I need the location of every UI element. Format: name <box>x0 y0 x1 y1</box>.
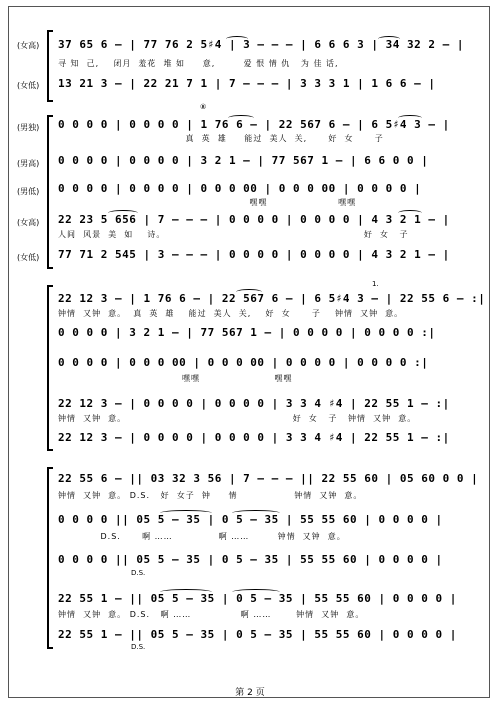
part-label: (女高) <box>17 218 40 227</box>
notation-line: 0 0 0 0 || 05 5 – 35 | 0 5 – 35 | 55 55 60 | 0 0 0 0 | <box>58 553 443 566</box>
slur <box>236 289 262 295</box>
lyrics-line: 真 英 雄 能过 美人 关, 好 女 子 <box>58 134 384 143</box>
slur <box>228 115 254 121</box>
notation-line: 22 55 1 – || 05 5 – 35 | 0 5 – 35 | 55 55 60 | 0 0 0 0 | <box>58 628 457 641</box>
part-label: (女低) <box>17 253 40 262</box>
slur <box>226 36 248 42</box>
system-3-brace <box>47 285 53 451</box>
slur <box>232 589 280 595</box>
notation-line: 37 65 6 – | 77 76 2 5♯4 | 3 – – – | 6 6 6 3 | 34 32 2 – | <box>58 38 464 51</box>
ds-marker: D.S. <box>131 569 146 577</box>
system-1-brace <box>47 30 53 102</box>
rehearsal-marker: ⑧ <box>200 103 207 111</box>
part-label: (男独) <box>17 123 40 132</box>
lyrics-line: D.S. 啊 …… 啊 …… 钟情 又钟 意。 <box>58 532 346 541</box>
system-4-brace <box>47 467 53 649</box>
notation-line: 22 12 3 – | 0 0 0 0 | 0 0 0 0 | 3 3 4 ♯4 | 22 55 1 – :| <box>58 431 450 444</box>
lyrics-line: 寻 知 己, 闭月 羞花 堆 如 意, 爱 恨 情 仇 为 佳 话, <box>58 59 339 68</box>
part-label: (女高) <box>17 41 40 50</box>
notation-line: 0 0 0 0 | 0 0 0 0 | 0 0 0 00 | 0 0 0 00 | 0 0 0 0 | <box>58 182 422 195</box>
slur <box>108 210 138 216</box>
lyrics-line: 嘿嘿 嘿嘿 <box>58 198 357 207</box>
notation-line: 0 0 0 0 | 3 2 1 – | 77 567 1 – | 0 0 0 0 | 0 0 0 0 :| <box>58 326 436 339</box>
ds-marker: D.S. <box>131 643 146 651</box>
slur <box>160 589 212 595</box>
notation-line: 77 71 2 545 | 3 – – – | 0 0 0 0 | 0 0 0 0 | 4 3 2 1 – | <box>58 248 450 261</box>
part-label: (女低) <box>17 81 40 90</box>
lyrics-line: 钟情 又钟 意。 真 英 雄 能过 美人 关, 好 女 子 钟情 又钟 意。 <box>58 309 404 318</box>
notation-line: 22 23 5 656 | 7 – – – | 0 0 0 0 | 0 0 0 0 | 4 3 2 1 – | <box>58 213 450 226</box>
notation-line: 22 12 3 – | 0 0 0 0 | 0 0 0 0 | 3 3 4 ♯4 | 22 55 1 – :| <box>58 397 450 410</box>
lyrics-line: 嘿嘿 嘿嘿 <box>58 374 293 383</box>
notation-line: 22 55 6 – || 03 32 3 56 | 7 – – – || 22 55 60 | 05 60 0 0 | <box>58 472 479 485</box>
slur <box>160 510 212 516</box>
lyrics-line: 人间 风景 美 如 诗。 好 女 子 <box>58 230 409 239</box>
notation-line: 13 21 3 – | 22 21 7 1 | 7 – – – | 3 3 3 1 | 1 6 6 – | <box>58 77 436 90</box>
notation-line: 0 0 0 0 || 05 5 – 35 | 0 5 – 35 | 55 55 60 | 0 0 0 0 | <box>58 513 443 526</box>
part-label: (男低) <box>17 187 40 196</box>
page-number: 第 2 页 <box>235 688 265 698</box>
slur <box>378 36 400 42</box>
notation-line: 0 0 0 0 | 0 0 0 0 | 1 76 6 – | 22 567 6 – | 6 5♯4 3 – | <box>58 118 450 131</box>
part-label: (男高) <box>17 159 40 168</box>
slur <box>398 115 422 121</box>
lyrics-line: 钟情 又钟 意。 D.S. 好 女子 钟 情 钟情 又钟 意。 <box>58 491 363 500</box>
notation-line: 0 0 0 0 | 0 0 0 0 | 3 2 1 – | 77 567 1 – | 6 6 0 0 | <box>58 154 429 167</box>
notation-line: 22 12 3 – | 1 76 6 – | 22 567 6 – | 6 5♯4 3 – | 22 55 6 – :| <box>58 292 486 305</box>
notation-line: 22 55 1 – || 05 5 – 35 | 0 5 – 35 | 55 55 60 | 0 0 0 0 | <box>58 592 457 605</box>
slur <box>398 210 422 216</box>
lyrics-line: 钟情 又钟 意。 D.S. 啊 …… 啊 …… 钟情 又钟 意。 <box>58 610 365 619</box>
slur <box>232 510 280 516</box>
notation-line: 0 0 0 0 | 0 0 0 00 | 0 0 0 00 | 0 0 0 0 | 0 0 0 0 :| <box>58 356 429 369</box>
volta-marker: 1. <box>372 280 379 288</box>
lyrics-line: 钟情 又钟 意。 好 女 子 钟情 又钟 意。 <box>58 414 417 423</box>
system-2-brace <box>47 115 53 269</box>
